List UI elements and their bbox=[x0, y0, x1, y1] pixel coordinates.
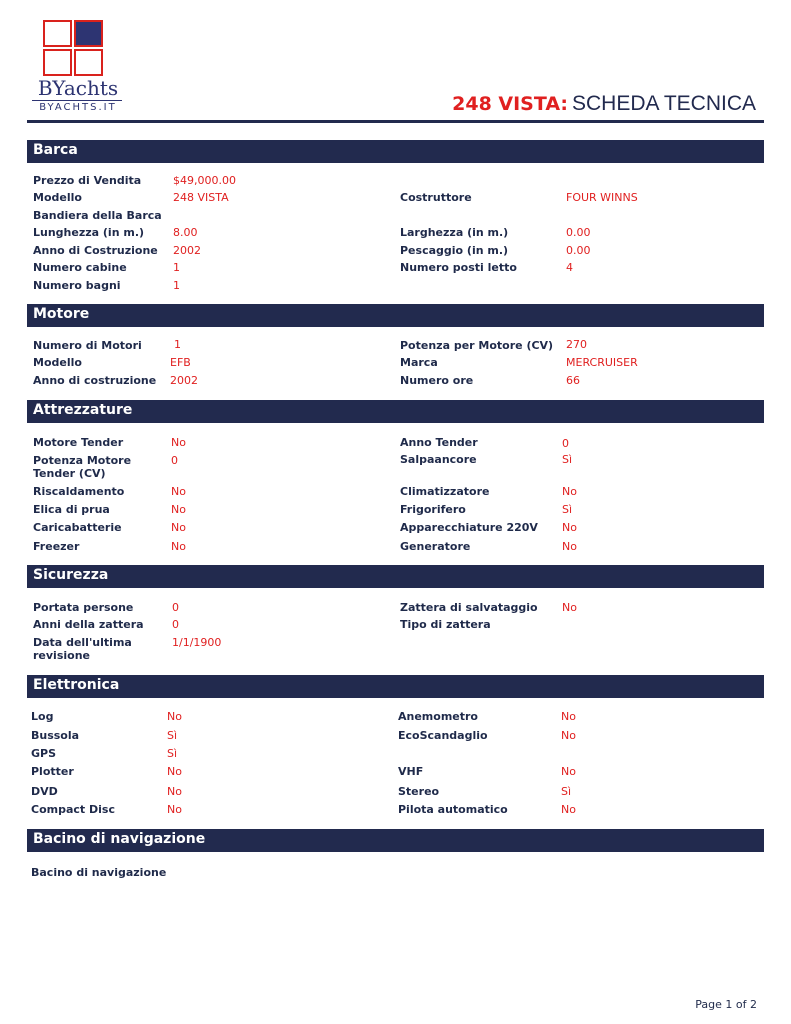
label-revisione-2: revisione bbox=[33, 649, 90, 662]
section-sicurezza: Sicurezza bbox=[27, 565, 764, 588]
label-marca: Marca bbox=[400, 356, 438, 369]
label-anno: Anno di Costruzione bbox=[33, 244, 158, 257]
label-portata: Portata persone bbox=[33, 601, 134, 614]
title-model: 248 VISTA: bbox=[452, 93, 568, 115]
label-anemometro: Anemometro bbox=[398, 710, 478, 723]
label-potenza-tender-2: Tender (CV) bbox=[33, 467, 106, 480]
label-bussola: Bussola bbox=[31, 729, 80, 742]
value-vhf: No bbox=[561, 765, 576, 778]
label-gps: GPS bbox=[31, 747, 57, 760]
section-bacino: Bacino di navigazione bbox=[27, 829, 764, 852]
label-dvd: DVD bbox=[31, 785, 58, 798]
value-stereo: Sì bbox=[561, 785, 572, 798]
label-motore-tender: Motore Tender bbox=[33, 436, 124, 449]
value-compact-disc: No bbox=[167, 803, 182, 816]
value-freezer: No bbox=[171, 540, 186, 553]
value-numero-motori: 1 bbox=[174, 338, 181, 351]
value-generatore: No bbox=[562, 540, 577, 553]
value-dvd: No bbox=[167, 785, 182, 798]
label-potenza-tender-1: Potenza Motore bbox=[33, 454, 132, 467]
page-title bbox=[452, 92, 756, 116]
label-climatizzatore: Climatizzatore bbox=[400, 485, 490, 498]
value-elica: No bbox=[171, 503, 186, 516]
label-anni-zattera: Anni della zattera bbox=[33, 618, 144, 631]
label-tipo-zattera: Tipo di zattera bbox=[400, 618, 491, 631]
value-apparecchiature: No bbox=[562, 521, 577, 534]
section-barca: Barca bbox=[27, 140, 764, 163]
label-numero-motori: Numero di Motori bbox=[33, 339, 142, 352]
label-larghezza: Larghezza (in m.) bbox=[400, 226, 509, 239]
value-motore-tender: No bbox=[171, 436, 186, 449]
value-larghezza: 0.00 bbox=[566, 226, 591, 239]
label-salpaancore: Salpaancore bbox=[400, 453, 477, 466]
label-pilota: Pilota automatico bbox=[398, 803, 508, 816]
label-bandiera: Bandiera della Barca bbox=[33, 209, 162, 222]
label-modello-motore: Modello bbox=[33, 356, 82, 369]
value-zattera: No bbox=[562, 601, 577, 614]
label-cabine: Numero cabine bbox=[33, 261, 127, 274]
title-divider bbox=[27, 120, 764, 123]
label-pescaggio: Pescaggio (in m.) bbox=[400, 244, 509, 257]
value-anni-zattera: 0 bbox=[172, 618, 179, 631]
label-bacino: Bacino di navigazione bbox=[31, 866, 167, 879]
value-modello: 248 VISTA bbox=[173, 191, 229, 204]
label-freezer: Freezer bbox=[33, 540, 80, 553]
value-climatizzatore: No bbox=[562, 485, 577, 498]
byachts-logo bbox=[30, 18, 125, 116]
value-riscaldamento: No bbox=[171, 485, 186, 498]
label-revisione-1: Data dell'ultima bbox=[33, 636, 132, 649]
value-frigorifero: Sì bbox=[562, 503, 573, 516]
value-pescaggio: 0.00 bbox=[566, 244, 591, 257]
value-posti: 4 bbox=[566, 261, 573, 274]
value-prezzo: $49,000.00 bbox=[173, 174, 236, 187]
label-anno-tender: Anno Tender bbox=[400, 436, 478, 449]
value-pilota: No bbox=[561, 803, 576, 816]
value-caricabatterie: No bbox=[171, 521, 186, 534]
value-anno: 2002 bbox=[173, 244, 201, 257]
logo-name: BYachts bbox=[37, 76, 119, 100]
label-anno-motore: Anno di costruzione bbox=[33, 374, 157, 387]
logo-squares-icon bbox=[43, 20, 105, 78]
value-marca: MERCRUISER bbox=[566, 356, 638, 369]
label-bagni: Numero bagni bbox=[33, 279, 121, 292]
section-attrezzature: Attrezzature bbox=[27, 400, 764, 423]
label-plotter: Plotter bbox=[31, 765, 74, 778]
label-ore: Numero ore bbox=[400, 374, 474, 387]
label-vhf: VHF bbox=[398, 765, 424, 778]
value-ore: 66 bbox=[566, 374, 580, 387]
value-potenza-tender: 0 bbox=[171, 454, 178, 467]
value-cabine: 1 bbox=[173, 261, 180, 274]
title-doc: SCHEDA TECNICA bbox=[572, 92, 756, 115]
section-motore: Motore bbox=[27, 304, 764, 327]
value-anno-motore: 2002 bbox=[170, 374, 198, 387]
label-posti: Numero posti letto bbox=[400, 261, 517, 274]
label-riscaldamento: Riscaldamento bbox=[33, 485, 125, 498]
label-apparecchiature: Apparecchiature 220V bbox=[400, 521, 538, 534]
value-potenza: 270 bbox=[566, 338, 587, 351]
label-ecoscandaglio: EcoScandaglio bbox=[398, 729, 488, 742]
section-elettronica: Elettronica bbox=[27, 675, 764, 698]
value-portata: 0 bbox=[172, 601, 179, 614]
value-plotter: No bbox=[167, 765, 182, 778]
logo-url: BYACHTS.IT bbox=[39, 102, 117, 113]
label-zattera: Zattera di salvataggio bbox=[400, 601, 538, 614]
value-revisione: 1/1/1900 bbox=[172, 636, 222, 649]
label-costruttore: Costruttore bbox=[400, 191, 472, 204]
value-anemometro: No bbox=[561, 710, 576, 723]
label-stereo: Stereo bbox=[398, 785, 440, 798]
value-anno-tender: 0 bbox=[562, 437, 569, 450]
value-gps: Sì bbox=[167, 747, 178, 760]
label-lunghezza: Lunghezza (in m.) bbox=[33, 226, 145, 239]
value-lunghezza: 8.00 bbox=[173, 226, 198, 239]
value-modello-motore: EFB bbox=[170, 356, 191, 369]
label-caricabatterie: Caricabatterie bbox=[33, 521, 122, 534]
page-number: Page 1 of 2 bbox=[695, 998, 757, 1011]
value-costruttore: FOUR WINNS bbox=[566, 191, 638, 204]
value-log: No bbox=[167, 710, 182, 723]
value-bagni: 1 bbox=[173, 279, 180, 292]
label-generatore: Generatore bbox=[400, 540, 471, 553]
label-compact-disc: Compact Disc bbox=[31, 803, 115, 816]
label-log: Log bbox=[31, 710, 54, 723]
label-modello: Modello bbox=[33, 191, 82, 204]
value-salpaancore: Sì bbox=[562, 453, 573, 466]
value-bussola: Sì bbox=[167, 729, 178, 742]
label-prezzo: Prezzo di Vendita bbox=[33, 174, 142, 187]
label-potenza: Potenza per Motore (CV) bbox=[400, 339, 554, 352]
label-elica: Elica di prua bbox=[33, 503, 110, 516]
value-ecoscandaglio: No bbox=[561, 729, 576, 742]
label-frigorifero: Frigorifero bbox=[400, 503, 466, 516]
